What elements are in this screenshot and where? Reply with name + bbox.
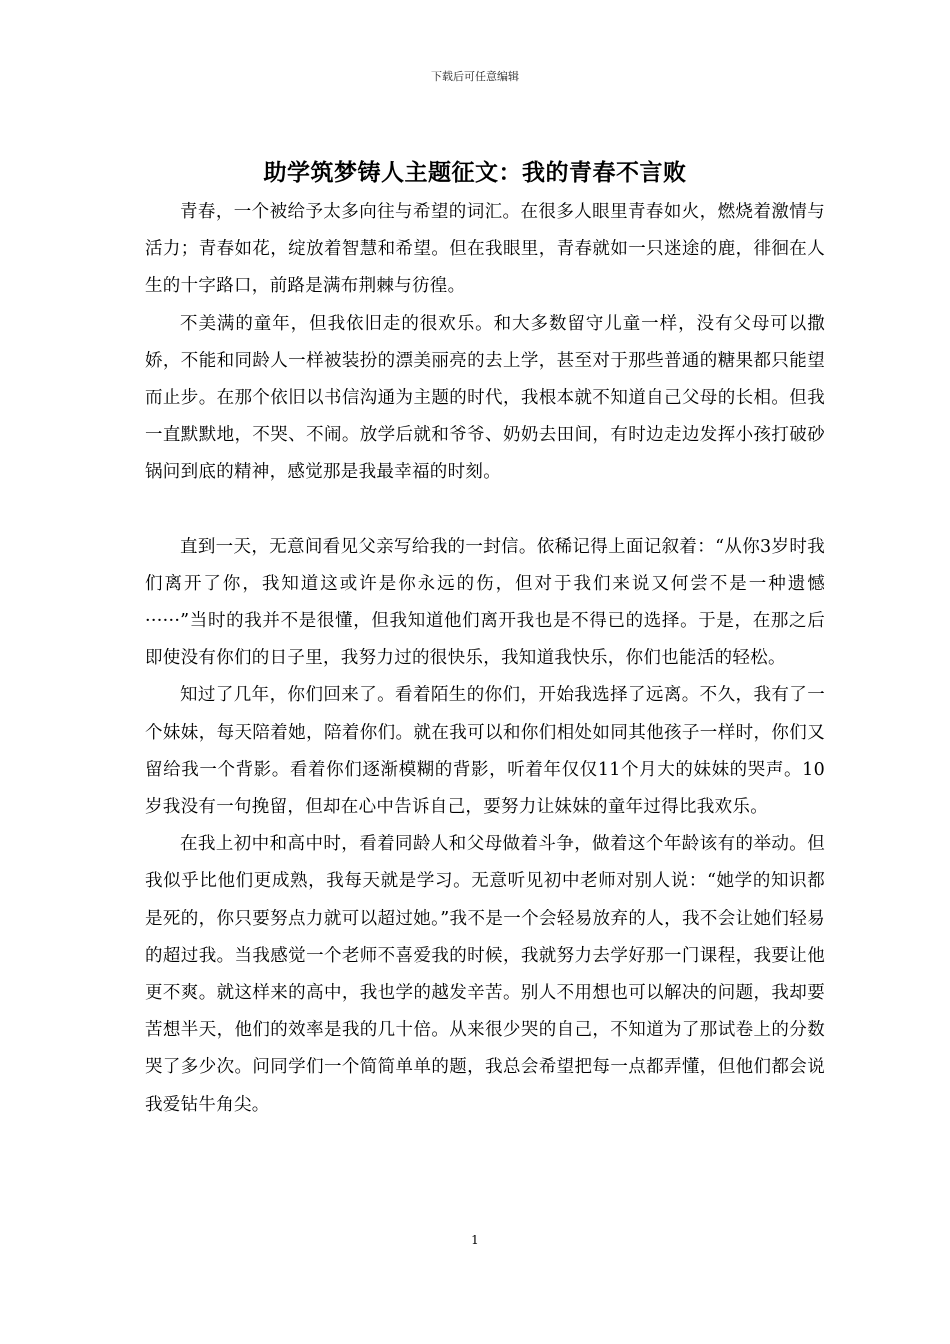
header-note: 下载后可任意编辑 [431,70,519,83]
paragraph: 不美满的童年，但我依旧走的很欢乐。和大多数留守儿童一样，没有父母可以撒娇，不能和同龄人一样被装扮的漂美丽亮的去上学，甚至对于那些普通的糖果都只能望而止步。在那个依旧以书信沟通为主题的时代，我根本就不知道自己父母的长相。但我一直默默地，不哭、不闹。放学后就和爷爷、奶奶去田间，有时边走边发挥小孩打破砂锅问到底的精神，感觉那是我最幸福的时刻。 [145,313,825,483]
paragraph: 在我上初中和高中时，看着同龄人和父母做着斗争，做着这个年龄该有的举动。但我似乎比他们更成熟，我每天就是学习。无意听见初中老师对别人说：“她学的知识都是死的，你只要努点力就可以超过她。”我不是一个会轻易放弃的人，我不会让她们轻易的超过我。当我感觉一个老师不喜爱我的时候，我就努力去学好那一门课程，我要让他更不爽。就这样来的高中，我也学的越发辛苦。别人不用想也可以解决的问题，我却要苦想半天，他们的效率是我的几十倍。从来很少哭的自己，不知道为了那试卷上的分数哭了多少次。问同学们一个简简单单的题，我总会希望把每一点都弄懂，但他们都会说我爱钻牛角尖。 [145,834,825,1115]
paragraph: 直到一天，无意间看见父亲写给我的一封信。依稀记得上面记叙着：“从你3岁时我们离开了你，我知道这或许是你永远的伤，但对于我们来说又何尝不是一种遗憾······”当时的我并不是很懂，但我知道他们离开我也是不得已的选择。于是，在那之后即使没有你们的日子里，我努力过的很快乐，我知道我快乐，你们也能活的轻松。 [145,536,825,669]
paragraph: 青春，一个被给予太多向往与希望的词汇。在很多人眼里青春如火，燃烧着激情与活力；青春如花，绽放着智慧和希望。但在我眼里，青春就如一只迷途的鹿，徘徊在人生的十字路口，前路是满布荆棘与彷徨。 [145,202,825,297]
page-number: 1 [471,1233,479,1247]
document-title: 助学筑梦铸人主题征文：我的青春不言败 [263,159,687,186]
paragraph: 知过了几年，你们回来了。看着陌生的你们，开始我选择了远离。不久，我有了一个妹妹，每天陪着她，陪着你们。就在我可以和你们相处如同其他孩子一样时，你们又留给我一个背影。看着你们逐渐模糊的背影，听着年仅仅11个月大的妹妹的哭声。10岁我没有一句挽留，但却在心中告诉自己，要努力让妹妹的童年过得比我欢乐。 [145,685,825,818]
document-body [145,194,825,1124]
paragraph-gap [145,492,825,529]
